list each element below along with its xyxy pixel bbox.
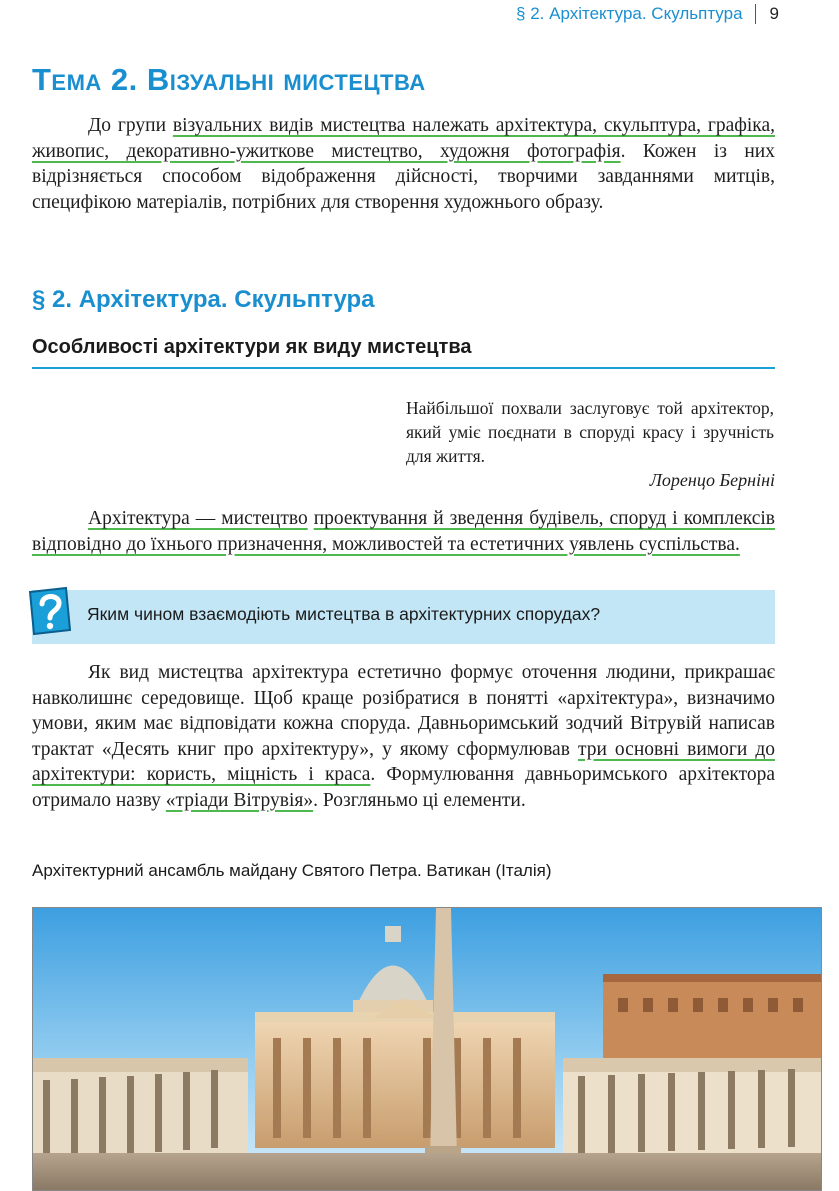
intro-text-start: До групи xyxy=(88,115,173,136)
definition-highlight-term: Архітектура — мистецтво xyxy=(88,508,308,529)
epigraph-author: Лоренцо Берніні xyxy=(649,470,775,490)
body-text-start: Як вид мистецтва архітектура естетично формує оточення людини, прикрашає навколишнє середовище. Щоб краще розібратися в понятті «архітектура», визначимо умови, яким має відповідати кожна споруда. Давньоримський зодчий Вітрувій написав трактат «Десять книг про архітектуру», у якому сформулював xyxy=(32,662,775,760)
intro-text-end: . Кожен із них відрізняється способом відображення дійсності, творчими завданнями митців, специфікою матеріалів, потрібних для створення художнього образу. xyxy=(32,140,775,213)
body-text-end: . Розгляньмо ці елементи. xyxy=(313,789,526,811)
intro-paragraph xyxy=(32,113,775,215)
subsection-title: Особливості архітектури як виду мистецтва xyxy=(32,336,775,369)
question-text: Яким чином взаємодіють мистецтва в архітектурних спорудах? xyxy=(87,604,601,624)
body-paragraph xyxy=(32,660,775,813)
running-head-divider xyxy=(755,4,756,24)
photo-caption: Архітектурний ансамбль майдану Святого Петра. Ватикан (Італія) xyxy=(32,861,552,880)
body-highlight-triad: «тріади Вітрувія» xyxy=(165,789,314,811)
body-highlight-requirements: три основні вимоги до архітектури: користь, міцність і краса xyxy=(32,738,775,785)
definition-highlight-body: проектування й зведення будівель, споруд і комплексів відповідно до їхнього призначення, можливостей та естетичних уявлень суспільства. xyxy=(32,508,776,555)
intro-highlight: візуальних видів мистецтва належать архітектура, скульптура, графіка, живопис, декоративно-ужиткове мистецтво, художня фотографія xyxy=(32,115,775,162)
topic-title: Тема 2. Візуальні мистецтва xyxy=(32,62,426,97)
epigraph-quote: Найбільшої похвали заслуговує той архітектор, який уміє поєднати в споруді красу і зручність для життя. xyxy=(406,398,774,466)
question-mark-icon xyxy=(24,586,74,638)
definition-paragraph xyxy=(32,506,775,557)
page-number: 9 xyxy=(769,4,779,23)
running-head-section: § 2. Архітектура. Скульптура xyxy=(516,4,743,23)
running-head xyxy=(516,0,779,28)
body-text-middle: . Формулювання давньоримського архітектора отримало назву xyxy=(32,764,775,811)
st-peters-square-photo xyxy=(32,907,822,1191)
section-title: § 2. Архітектура. Скульптура xyxy=(32,286,375,313)
question-box xyxy=(32,590,775,644)
